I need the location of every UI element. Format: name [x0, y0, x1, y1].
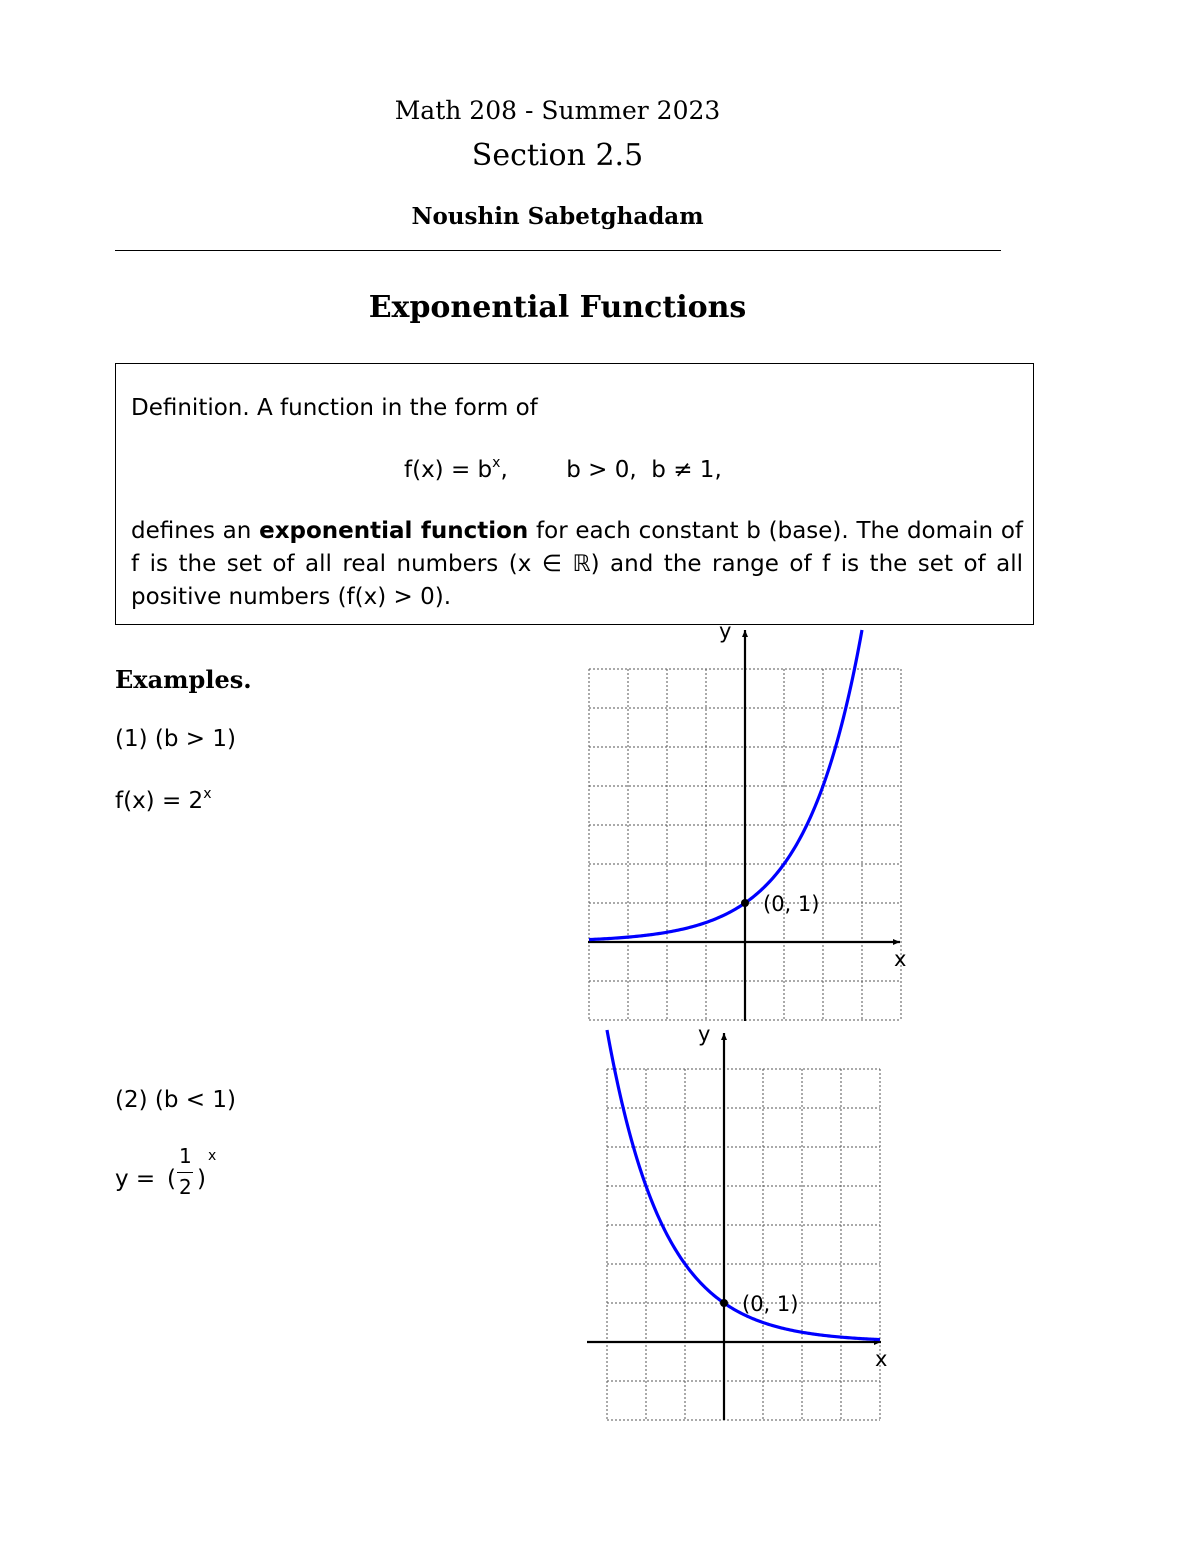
chart1-y-arrow	[742, 630, 748, 637]
formula-lhs: f(x) = b	[404, 457, 493, 483]
chart2-point-label: (0, 1)	[742, 1292, 799, 1316]
example1-base: f(x) = 2	[115, 788, 204, 814]
chart2-x-label: x	[875, 1347, 888, 1371]
formula-rhs: , b > 0, b ≠ 1,	[500, 457, 722, 483]
section-title: Section 2.5	[471, 138, 644, 173]
chart1-point-label: (0, 1)	[763, 892, 820, 916]
examples-heading: Examples.	[115, 665, 252, 694]
chart2-y-arrow	[721, 1033, 727, 1040]
example1-condition: (1) (b > 1)	[115, 726, 236, 752]
example2-left-paren: (	[167, 1166, 176, 1192]
example2-right-paren: )	[197, 1166, 206, 1192]
chart2-y-label: y	[698, 1022, 711, 1046]
formula-exponent: x	[492, 455, 501, 471]
definition-body-post: for each constant b (base). The domain of f is the set of all real numbers (x ∈ ℝ) and the range of f is the set of all positive numbers (f(x) > 0).	[131, 518, 1023, 610]
chart1-y-label: y	[719, 619, 732, 643]
example2-exponent: x	[208, 1148, 217, 1164]
chart2-point	[720, 1299, 728, 1307]
definition-body-pre: defines an	[131, 518, 260, 544]
chart1-x-label: x	[894, 947, 907, 971]
chart1-curve	[589, 630, 862, 940]
topic-heading: Exponential Functions	[368, 290, 747, 325]
chart1-x-arrow	[893, 939, 900, 945]
example2-numerator: 1	[179, 1144, 192, 1168]
definition-term: exponential function	[259, 518, 529, 544]
definition-intro: Definition. A function in the form of	[131, 395, 538, 421]
example2-lhs: y =	[115, 1166, 156, 1192]
example2-denominator: 2	[179, 1175, 192, 1199]
course-title: Math 208 - Summer 2023	[394, 96, 721, 125]
example1-exponent: x	[203, 786, 212, 802]
author-name: Noushin Sabetghadam	[411, 203, 704, 230]
chart1-point	[741, 899, 749, 907]
example2-condition: (2) (b < 1)	[115, 1087, 236, 1113]
